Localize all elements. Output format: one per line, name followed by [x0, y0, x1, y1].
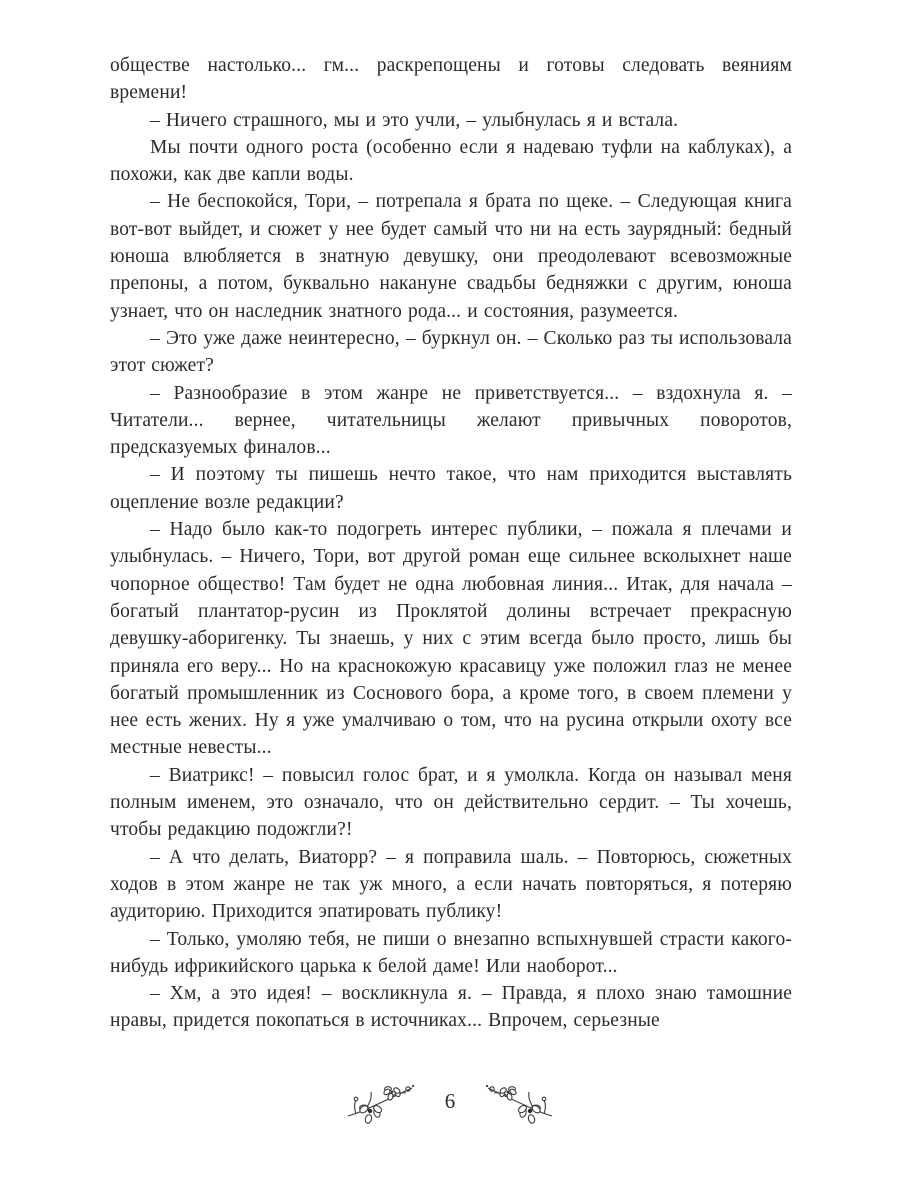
paragraph: – Виатрикс! – повысил голос брат, и я умолкла. Когда он называл меня полным именем, это означало, что он действительно сердит. – Ты хочешь, чтобы редакцию подожгли?!: [110, 764, 792, 841]
paragraph: – А что делать, Виаторр? – я поправила шаль. – Повторюсь, сюжетных ходов в этом жанре не так уж много, а если начать повторяться, я потеряю аудиторию. Приходится эпатировать публику!: [110, 846, 792, 923]
paragraph: – Это уже даже неинтересно, – буркнул он. – Сколько раз ты использовала этот сюжет?: [110, 327, 792, 377]
paragraph: – Не беспокойся, Тори, – потрепала я брата по щеке. – Следующая книга вот-вот выйдет, и сюжет у нее будет самый что ни на есть заурядный: бедный юноша влюбляется в знатную девушку, они преодолевают всевозможные препоны, а потом, буквально накануне свадьбы бедняжки с другим, юноша узнает, что он наследник знатного рода... и состояния, разумеется.: [110, 191, 792, 322]
page-footer: [0, 1078, 900, 1124]
page-number: 6: [444, 1088, 456, 1113]
cherry-blossom-branch-icon: [484, 1078, 556, 1124]
paragraph: – Хм, а это идея! – воскликнула я. – Правда, я плохо знаю тамошние нравы, придется покопаться в источниках... Впрочем, серьезные: [110, 983, 792, 1032]
paragraph: – Надо было как-то подогреть интерес публики, – пожала я плечами и улыбнулась. – Ничего, Тори, вот другой роман еще сильнее всколыхнет наше чопорное общество! Там будет не одна любовная линия... Итак, для начала – богатый плантатор-русин из Проклятой долины встречает прекрасную девушку-аборигенку. Ты знаешь, у них с этим всегда было просто, лишь бы приняла его веру... Но на краснокожую красавицу уже положил глаз не менее богатый промышленник из Соснового бора, а кроме того, в своем племени у нее есть жених. Ну я уже умалчиваю о том, что на русина открыли охоту все местные невесты...: [110, 519, 792, 759]
paragraph: – И поэтому ты пишешь нечто такое, что нам приходится выставлять оцепление возле редакции?: [110, 464, 792, 513]
paragraph: обществе настолько... гм... раскрепощены и готовы следовать веяниям времени!: [110, 55, 792, 104]
paragraph: – Ничего страшного, мы и это учли, – улыбнулась я и встала.: [150, 109, 679, 131]
cherry-blossom-branch-icon: [344, 1078, 416, 1124]
paragraph: Мы почти одного роста (особенно если я надеваю туфли на каблуках), а похожи, как две капли воды.: [110, 136, 792, 186]
blossom-small: [383, 1087, 401, 1101]
paragraph: – Только, умоляю тебя, не пиши о внезапно вспыхнувшей страсти какого-нибудь ифрикийского царька к белой даме! Или наоборот...: [110, 928, 792, 977]
book-page-text: [110, 52, 792, 1035]
paragraph: – Разнообразие в этом жанре не приветствуется... – вздохнула я. – Читатели... вернее, читательницы желают привычных поворотов, предсказуемых финалов...: [110, 382, 792, 459]
blossom-small: [499, 1087, 517, 1101]
